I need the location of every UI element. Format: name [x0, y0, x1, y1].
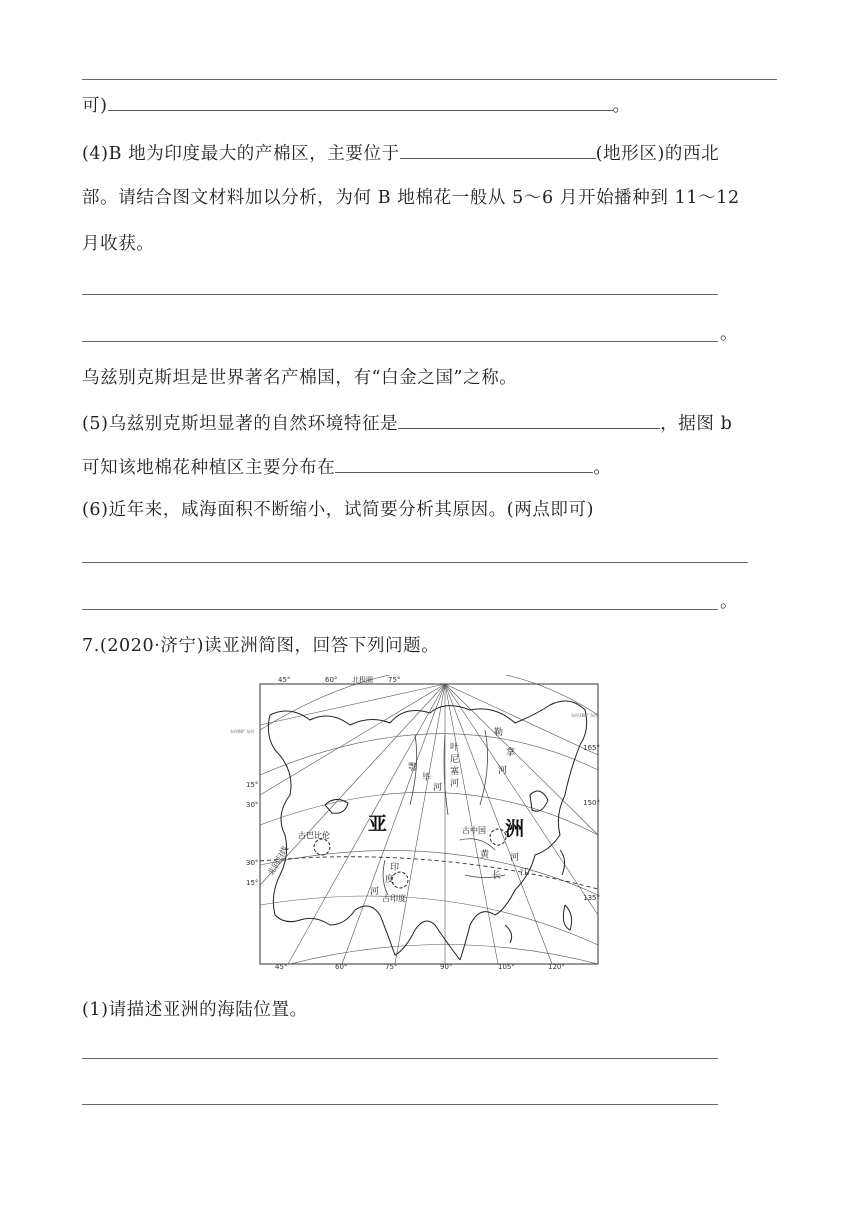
q3-tail-line [82, 92, 631, 118]
q6-question: (6)近年来，咸海面积不断缩小，试简要分析其原因。(两点即可) [82, 500, 595, 520]
yellow-char: 河 [510, 853, 520, 863]
ob-char: 河 [433, 783, 443, 793]
top-label: 北极圈 [352, 676, 373, 684]
yenisei-char: 叶 [450, 743, 460, 753]
right-label: 165° [583, 744, 600, 752]
q5-area-blank[interactable] [335, 454, 593, 473]
right-label: 150° [583, 799, 600, 807]
q7-sub-1: (1)请描述亚洲的海陆位置。 [82, 1000, 308, 1020]
q5-text-a: (5)乌兹别克斯坦显著的自然环境特征是 [82, 414, 399, 434]
q7-answer-line-2[interactable] [82, 1104, 718, 1105]
yellow-char: 黄 [480, 850, 490, 860]
tropic-label: 北回归线 [266, 844, 291, 877]
q4-end: 。 [720, 324, 738, 344]
ancient-china-label: 古中国 [462, 826, 486, 835]
yangtze-char: 长 [492, 871, 502, 881]
yenisei-char: 尼 [450, 755, 460, 765]
q4-line-2: 部。请结合图文材料加以分析，为何 B 地棉花一般从 5～6 月开始播种到 11～12 [82, 188, 740, 208]
yangtze-char: 江 [520, 868, 530, 878]
corner-right-label: 东经160° 东经 [571, 713, 598, 718]
q7-title: 7.(2020·济宁)读亚洲简图，回答下列问题。 [82, 636, 440, 656]
map-frame [260, 684, 598, 964]
q4-landform-blank[interactable] [400, 140, 596, 159]
yenisei-char: 河 [450, 779, 460, 789]
ob-char: 毕 [422, 773, 432, 783]
lena-char: 河 [498, 766, 508, 776]
q5-feature-blank[interactable] [398, 410, 660, 429]
q4-answer-line-2[interactable] [82, 341, 718, 342]
indus-char: 度 [385, 875, 395, 885]
uzbek-intro: 乌兹别克斯坦是世界著名产棉国，有“白金之国”之称。 [82, 368, 518, 388]
q3-tail-end: 。 [612, 96, 631, 116]
continent-char: 洲 [505, 818, 525, 840]
ancient-india-label: 古印度 [382, 894, 406, 903]
q6-answer-line-2[interactable] [82, 609, 718, 610]
bottom-label: 75° [385, 963, 398, 970]
q3-tail-prefix: 可) [82, 96, 108, 116]
q5-line-1 [82, 410, 732, 436]
continent-char: 亚 [368, 813, 388, 835]
q5-line-2 [82, 454, 612, 480]
babylon-label: 古巴比伦 [298, 831, 330, 840]
bottom-label: 45° [275, 963, 288, 970]
left-label: 15° [246, 879, 259, 887]
left-label: 30° [246, 859, 259, 867]
left-label: 30° [246, 801, 259, 809]
ob-char: 鄂 [408, 763, 418, 773]
q6-end: 。 [720, 592, 738, 612]
q6-answer-line-1[interactable] [82, 562, 748, 563]
bottom-label: 120° [548, 963, 565, 970]
top-label: 45° [278, 676, 291, 684]
indus-char: 印 [390, 863, 400, 873]
q7-answer-line-1[interactable] [82, 1058, 718, 1059]
bottom-label: 105° [498, 963, 515, 970]
top-label: 75° [388, 676, 401, 684]
q3-answer-blank[interactable] [108, 92, 613, 111]
yenisei-char: 塞 [450, 767, 460, 777]
right-label: 135° [583, 894, 600, 902]
q5-text-b: ，据图 b [660, 414, 733, 434]
asia-map [230, 675, 600, 970]
q4-line-1 [82, 140, 719, 166]
q4-text-b: (地形区)的西北 [595, 144, 720, 164]
top-label: 60° [325, 676, 338, 684]
top-rule [82, 79, 777, 80]
bottom-label: 60° [335, 963, 348, 970]
indus-char: 河 [370, 887, 380, 897]
q5-text-c: 可知该地棉花种植区主要分布在 [82, 458, 336, 478]
bottom-label: 90° [440, 963, 453, 970]
lena-char: 拿 [506, 748, 516, 758]
q5-text-d: 。 [593, 458, 612, 478]
left-label: 15° [246, 781, 259, 789]
q4-line-3: 月收获。 [82, 234, 155, 254]
q4-text-a: (4)B 地为印度最大的产棉区，主要位于 [82, 144, 400, 164]
q4-answer-line-1[interactable] [82, 294, 718, 295]
corner-left-label: 东经60° 东经 [230, 729, 255, 734]
lena-char: 勒 [494, 728, 504, 738]
